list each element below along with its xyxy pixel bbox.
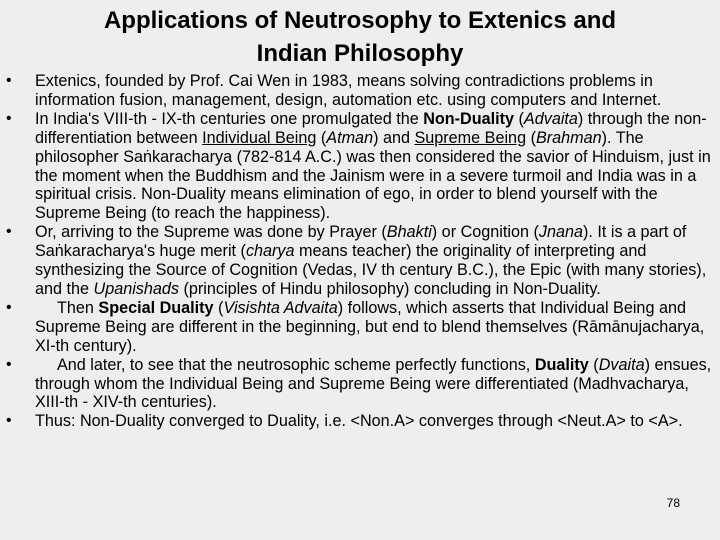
term-atman: Atman [326, 128, 374, 147]
bullet-text: ( [526, 128, 536, 147]
bullet-text: ) and [373, 128, 415, 147]
bullet-text: ( [514, 109, 524, 128]
bullet-conclusion [6, 412, 716, 431]
bullet-prayer-cognition [6, 223, 716, 299]
term-charya: charya [245, 242, 295, 261]
bullet-text: (principles of Hindu philosophy) concluding in Non-Duality. [179, 279, 601, 298]
term-special-duality: Special Duality [98, 298, 214, 317]
bullet-non-duality [6, 110, 716, 223]
bullet-extenics [6, 72, 716, 110]
bullet-duality [6, 356, 716, 413]
term-non-duality: Non-Duality [423, 109, 515, 128]
term-extenics: Extenics [35, 72, 97, 90]
bullet-text: ). It is a part of Saṅkaracharya's huge merit ( [35, 223, 687, 261]
bullet-text: ( [588, 355, 599, 374]
term-advaita: Advaita [523, 109, 578, 128]
term-duality: Duality [534, 355, 589, 374]
term-supreme-being: Supreme Being [414, 128, 527, 147]
term-individual-being: Individual Being [202, 128, 317, 147]
term-jnana: Jnana [538, 223, 583, 242]
bullet-text: ( [213, 298, 224, 317]
bullet-text: ) through the non-differentiation between [35, 109, 707, 147]
bullet-text: Then [57, 298, 99, 317]
bullet-special-duality [6, 299, 716, 356]
term-bhakti: Bhakti [386, 223, 432, 242]
term-dvaita: Dvaita [598, 355, 645, 374]
title-line-1: Applications of Neutrosophy to Extenics and [103, 7, 617, 34]
bullet-text: ) ensues, through whom the Individual Being and Supreme Being were differentiated (Madhvacharya, XIII-th - XIV-th centuries). [35, 355, 712, 412]
bullet-text: , founded by Prof. Cai Wen in 1983, means solving contradictions problems in information fusion, management, design, automation etc. using computers and Internet. [35, 72, 662, 109]
bullet-text: ( [316, 128, 327, 147]
bullet-text: Or, arriving to the Supreme was done by Prayer ( [35, 223, 387, 242]
bullet-text: In India's VIII-th - IX-th centuries one promulgated the [35, 109, 424, 128]
bullet-text: ). The philosopher Saṅkaracharya (782-814 A.C.) was then considered the savior of Hinduism, just in the moment when the Buddhism and the Jainism were in a severe turmoil and India was in a spiritual crisis. Non-Duality means elimination of ego, in order to blend yourself with the Supreme Being (to reach the happiness). [35, 128, 711, 223]
bullet-text: Thus: Non-Duality converged to Duality, i.e. <Non.A> converges through <Neut.A> to <A>. [35, 412, 683, 431]
bullet-text: ) or Cognition ( [431, 223, 539, 242]
page-number: 78 [666, 496, 680, 510]
term-brahman: Brahman [535, 128, 602, 147]
bullet-text: ) follows, which asserts that Individual Being and Supreme Being are different in the beginning, but end to blend themselves (Rāmānujacharya, XI-th century). [35, 298, 705, 355]
bullet-text: And later, to see that the neutrosophic scheme perfectly functions, [57, 355, 535, 374]
slide-title [0, 4, 720, 70]
bullet-list [6, 72, 716, 431]
bullet-text: means teacher) the originality of interpreting and synthesizing the Source of Cognition (Vedas, IV th century B.C.), the Epic (with many stories), and the [35, 242, 707, 298]
term-visishta-advaita: Visishta Advaita [223, 298, 338, 317]
title-line-2: Indian Philosophy [256, 40, 464, 67]
term-upanishads: Upanishads [93, 279, 180, 298]
